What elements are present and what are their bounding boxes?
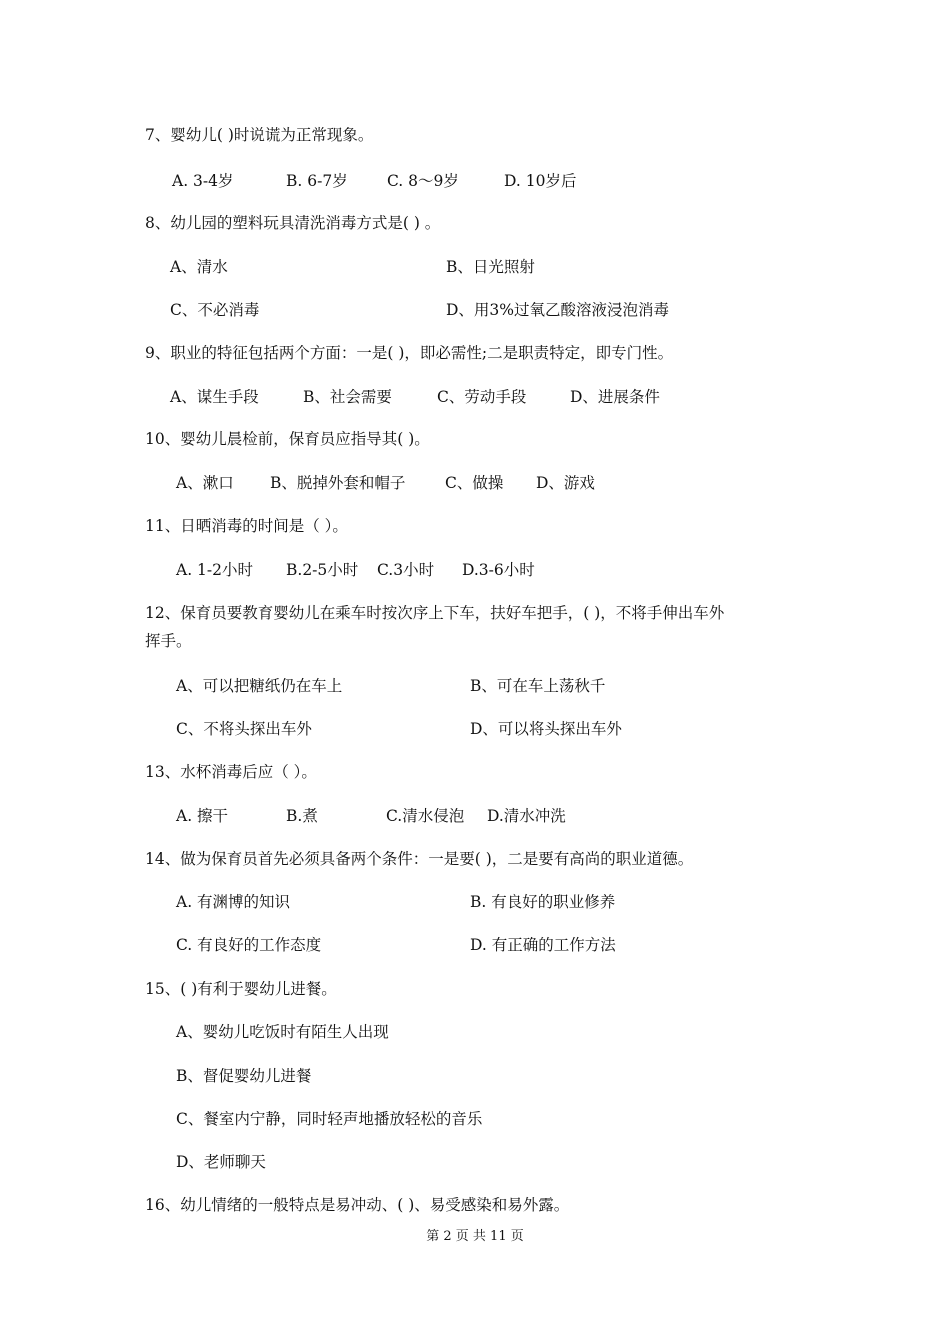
page-number-footer: 第 2 页 共 11 页: [426, 1229, 524, 1244]
question-12-option-b: B、可在车上荡秋千: [470, 677, 606, 695]
question-8-stem: 8、幼儿园的塑料玩具清洗消毒方式是( ) 。: [145, 214, 441, 232]
question-13-option-b: B.煮: [286, 807, 318, 825]
question-8-option-a: A、清水: [170, 258, 228, 276]
question-7-option-d: D. 10岁后: [504, 172, 577, 190]
question-11-option-c: C.3小时: [377, 561, 435, 579]
question-10-option-a: A、漱口: [176, 474, 234, 492]
question-9-option-a: A、谋生手段: [170, 388, 259, 406]
question-14-stem: 14、做为保育员首先必须具备两个条件：一是要( )，二是要有高尚的职业道德。: [145, 850, 694, 868]
question-7-option-c: C. 8～9岁: [387, 172, 459, 190]
question-12-option-c: C、不将头探出车外: [176, 720, 312, 738]
question-10-option-d: D、游戏: [536, 474, 595, 492]
question-14-option-b: B. 有良好的职业修养: [470, 893, 616, 911]
question-12-option-d: D、可以将头探出车外: [470, 720, 622, 738]
question-15-option-b: B、督促婴幼儿进餐: [176, 1067, 312, 1085]
question-11-option-d: D.3-6小时: [462, 561, 535, 579]
question-10-option-c: C、做操: [445, 474, 504, 492]
question-16-stem: 16、幼儿情绪的一般特点是易冲动、( )、易受感染和易外露。: [145, 1196, 570, 1214]
question-13-option-a: A. 擦干: [176, 807, 229, 825]
question-11-option-a: A. 1-2小时: [176, 561, 254, 579]
question-12-option-a: A、可以把糖纸仍在车上: [176, 677, 343, 695]
question-7-stem: 7、婴幼儿( )时说谎为正常现象。: [145, 126, 374, 144]
question-13-option-d: D.清水冲洗: [487, 807, 566, 825]
question-7-option-a: A. 3-4岁: [172, 172, 234, 190]
question-9-stem: 9、职业的特征包括两个方面：一是( )，即必需性;二是职责特定，即专门性。: [145, 344, 674, 362]
question-9-option-d: D、进展条件: [570, 388, 660, 406]
question-13-option-c: C.清水侵泡: [386, 807, 465, 825]
question-15-option-d: D、老师聊天: [176, 1153, 266, 1171]
question-7-option-b: B. 6-7岁: [286, 172, 348, 190]
question-13-stem: 13、水杯消毒后应（ ）。: [145, 763, 317, 781]
question-12-stem-line-2: 挥手。: [145, 632, 192, 650]
question-12-stem-line-1: 12、保育员要教育婴幼儿在乘车时按次序上下车，扶好车把手，( )，不将手伸出车外: [145, 604, 725, 622]
question-15-option-c: C、餐室内宁静，同时轻声地播放轻松的音乐: [176, 1110, 483, 1128]
question-11-stem: 11、日晒消毒的时间是（ ）。: [145, 517, 348, 535]
question-14-option-c: C. 有良好的工作态度: [176, 936, 322, 954]
question-8-option-b: B、日光照射: [446, 258, 535, 276]
question-10-stem: 10、婴幼儿晨检前，保育员应指导其( )。: [145, 430, 430, 448]
question-11-option-b: B.2-5小时: [286, 561, 359, 579]
question-14-option-a: A. 有渊博的知识: [176, 893, 291, 911]
question-8-option-c: C、不必消毒: [170, 301, 260, 319]
question-8-option-d: D、用3%过氧乙酸溶液浸泡消毒: [446, 301, 670, 319]
question-15-stem: 15、( )有利于婴幼儿进餐。: [145, 980, 337, 998]
question-9-option-b: B、社会需要: [303, 388, 392, 406]
question-10-option-b: B、脱掉外套和帽子: [270, 474, 406, 492]
question-15-option-a: A、婴幼儿吃饭时有陌生人出现: [176, 1023, 389, 1041]
question-14-option-d: D. 有正确的工作方法: [470, 936, 616, 954]
question-9-option-c: C、劳动手段: [437, 388, 527, 406]
